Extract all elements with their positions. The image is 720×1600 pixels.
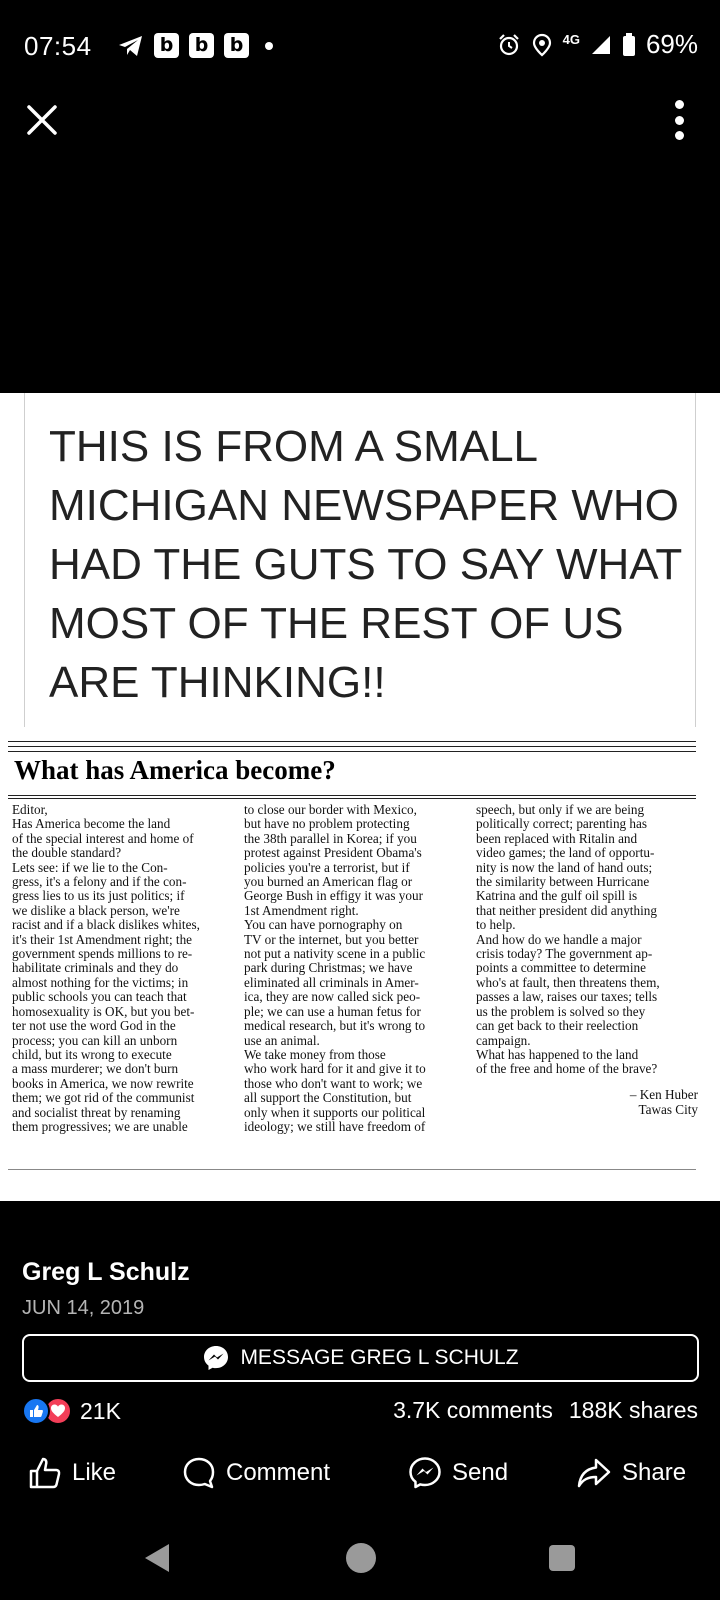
clipping-line: ica, they are now called sick peo- [244, 990, 421, 1005]
b-app-icon: b [224, 33, 249, 58]
clipping-line: it's their 1st Amendment right; the [12, 932, 193, 947]
clipping-line: them progressives; we are unable [12, 1119, 188, 1134]
clipping-line: but have no problem protecting [244, 817, 410, 832]
send-label: Send [452, 1459, 509, 1486]
clipping-line: speech, but only if we are being [476, 803, 645, 817]
send-button[interactable] [408, 1456, 508, 1490]
clipping-line: Lets see: if we lie to the Con- [12, 860, 168, 875]
clipping-line: protest against President Obama's [244, 846, 422, 861]
author-name[interactable]: Greg L Schulz [22, 1258, 190, 1286]
close-icon [22, 100, 62, 140]
clipping-line: of the free and home of the brave? [476, 1062, 658, 1077]
clipping-line: nity is now the land of hand outs; [476, 860, 653, 875]
comment-label: Comment [226, 1459, 331, 1486]
clipping-columns [12, 803, 698, 1134]
clipping-line: government spends millions to re- [12, 947, 193, 962]
home-icon[interactable] [346, 1543, 376, 1573]
clipping-line: who's at fault, then threatens them, [476, 975, 660, 990]
thumbs-up-icon [28, 1456, 62, 1490]
clipping-line: Has America become the land [12, 817, 171, 832]
clipping-line: homosexuality is OK, but you bet- [12, 1004, 195, 1019]
clipping-line: of the special interest and home of [12, 831, 194, 846]
clipping-line: not put a nativity scene in a public [244, 947, 426, 962]
telegram-icon [118, 34, 144, 58]
post-image[interactable] [0, 393, 720, 1201]
clipping-line: ter not use the word God in the [12, 1019, 176, 1034]
divider [8, 795, 696, 796]
clipping-line: and socialist threat by renaming [12, 1105, 181, 1120]
b-app-icon: b [189, 33, 214, 58]
clipping-line: almost nothing for the victims; in [12, 975, 189, 990]
clipping-line: use an animal. [244, 1033, 320, 1048]
divider [8, 751, 696, 752]
clipping-line: to close our border with Mexico, [244, 803, 417, 817]
like-reaction-icon [22, 1397, 50, 1425]
clipping-line: George Bush in effigy it was your [244, 889, 423, 904]
signature [476, 1087, 698, 1117]
clipping-line: the 38th parallel in Korea; if you [244, 831, 417, 846]
like-button[interactable] [28, 1456, 116, 1490]
clipping-line: public schools you can teach that [12, 990, 187, 1005]
clipping-line: 1st Amendment right. [244, 903, 359, 918]
divider [8, 741, 696, 742]
clipping-line: crisis today? The government ap- [476, 947, 653, 962]
clipping-line: policies you're a terrorist, but if [244, 860, 410, 875]
comment-button[interactable] [182, 1456, 330, 1490]
reaction-count: 21K [80, 1397, 121, 1424]
status-time: 07:54 [24, 31, 92, 61]
clipping-line: passes a law, raises our taxes; tells [476, 990, 658, 1005]
clipping-line: us the problem is solved so they [476, 1004, 646, 1019]
status-right [497, 29, 698, 60]
newspaper-clipping [8, 741, 712, 1173]
comment-icon [182, 1456, 216, 1490]
more-dot [675, 116, 684, 125]
clipping-line: process; you can kill an unborn [12, 1033, 178, 1048]
clipping-line: politically correct; parenting has [476, 817, 648, 832]
more-options-button[interactable] [672, 100, 686, 140]
clipping-line: You can have pornography on [244, 918, 403, 933]
clipping-line: books in America, we now rewrite [12, 1076, 194, 1091]
clipping-line: points a committee to determine [476, 961, 646, 976]
clipping-line: We take money from those [244, 1047, 386, 1062]
clipping-line: campaign. [476, 1033, 531, 1048]
clipping-line: medical research, but it's wrong to [244, 1019, 426, 1034]
caption-text: THIS IS FROM A SMALL MICHIGAN NEWSPAPER WHO HAD THE GUTS TO SAY WHAT MOST OF THE REST OF US ARE THINKING!! [49, 422, 682, 707]
alarm-icon [497, 33, 521, 57]
clipping-line: that neither president did anything [476, 903, 657, 918]
signal-icon [590, 34, 612, 56]
clipping-line: only when it supports our political [244, 1105, 426, 1120]
like-label: Like [72, 1459, 117, 1486]
messenger-icon [202, 1344, 230, 1372]
caption-box [24, 393, 696, 727]
divider [8, 798, 696, 799]
clipping-line: park during Christmas; we have [244, 961, 413, 976]
more-dot [675, 100, 684, 109]
clipping-headline: What has America become? [14, 755, 336, 785]
comments-count[interactable]: 3.7K comments [393, 1397, 553, 1423]
engagement-stats [393, 1397, 698, 1424]
status-bar [0, 0, 720, 92]
clipping-line: the double standard? [12, 846, 122, 861]
share-arrow-icon [576, 1456, 612, 1490]
more-notifications-icon [265, 42, 273, 50]
clipping-line: gress lies to us its just politics; if [12, 889, 185, 904]
clipping-line: gress, it's a felony and if the con- [12, 875, 187, 890]
b-app-icon: b [154, 33, 179, 58]
signature-name: – Ken Huber [629, 1086, 698, 1102]
clipping-line: Editor, [12, 803, 48, 817]
clipping-line: all support the Constitution, but [244, 1091, 412, 1106]
clipping-line: we dislike a black person, we're [12, 903, 180, 918]
notification-icons [118, 33, 273, 58]
message-author-button[interactable] [22, 1334, 699, 1382]
share-label: Share [622, 1459, 687, 1486]
battery-icon [622, 33, 636, 57]
more-dot [675, 131, 684, 140]
clipping-line: Katrina and the gulf oil spill is [476, 889, 638, 904]
clipping-line: TV or the internet, but you better [244, 932, 419, 947]
back-icon[interactable] [143, 1542, 171, 1574]
reactions-summary[interactable] [22, 1397, 121, 1425]
action-bar [0, 1456, 720, 1504]
clipping-line: those who don't want to work; we [244, 1076, 423, 1091]
clipping-line: What has happened to the land [476, 1047, 639, 1062]
divider [8, 746, 696, 747]
clipping-line: child, but its wrong to execute [12, 1047, 172, 1062]
message-button-label: MESSAGE GREG L SCHULZ [240, 1346, 519, 1369]
clipping-line: who work hard for it and give it to [244, 1062, 426, 1077]
post-date: JUN 14, 2019 [22, 1297, 145, 1319]
clipping-line: video games; the land of opportu- [476, 846, 655, 861]
system-navigation-bar [0, 1528, 720, 1588]
clipping-line: And how do we handle a major [476, 932, 642, 947]
network-type: 4G [562, 32, 580, 47]
messenger-send-icon [408, 1456, 442, 1490]
clipping-line: ideology; we still have freedom of [244, 1119, 426, 1134]
clipping-line: the similarity between Hurricane [476, 875, 650, 890]
clipping-line: to help. [476, 918, 516, 933]
signature-place: Tawas City [638, 1101, 698, 1117]
clipping-line: ple; we can use a human fetus for [244, 1004, 421, 1019]
share-button[interactable] [576, 1456, 686, 1490]
column-3-lines [476, 803, 698, 1077]
clipping-line: habilitate criminals and they do [12, 961, 179, 976]
clipping-column-1 [12, 803, 234, 1134]
clipping-column-3 [476, 803, 698, 1134]
battery-percent: 69% [645, 29, 698, 59]
clipping-line: been replaced with Ritalin and [476, 831, 638, 846]
location-icon [531, 33, 553, 57]
clipping-line: racist and if a black dislikes whites, [12, 918, 200, 933]
clipping-line: you burned an American flag or [244, 875, 413, 890]
clipping-line: them; we got rid of the communist [12, 1091, 195, 1106]
clipping-line: can get back to their reelection [476, 1019, 639, 1034]
clipping-line: a mass murderer; we don't burn [12, 1062, 179, 1077]
close-button[interactable] [22, 100, 62, 140]
clipping-line: eliminated all criminals in Amer- [244, 975, 419, 990]
shares-count[interactable]: 188K shares [568, 1397, 698, 1423]
clipping-column-2 [244, 803, 466, 1134]
recent-apps-icon[interactable] [549, 1545, 575, 1571]
divider [8, 1169, 696, 1170]
